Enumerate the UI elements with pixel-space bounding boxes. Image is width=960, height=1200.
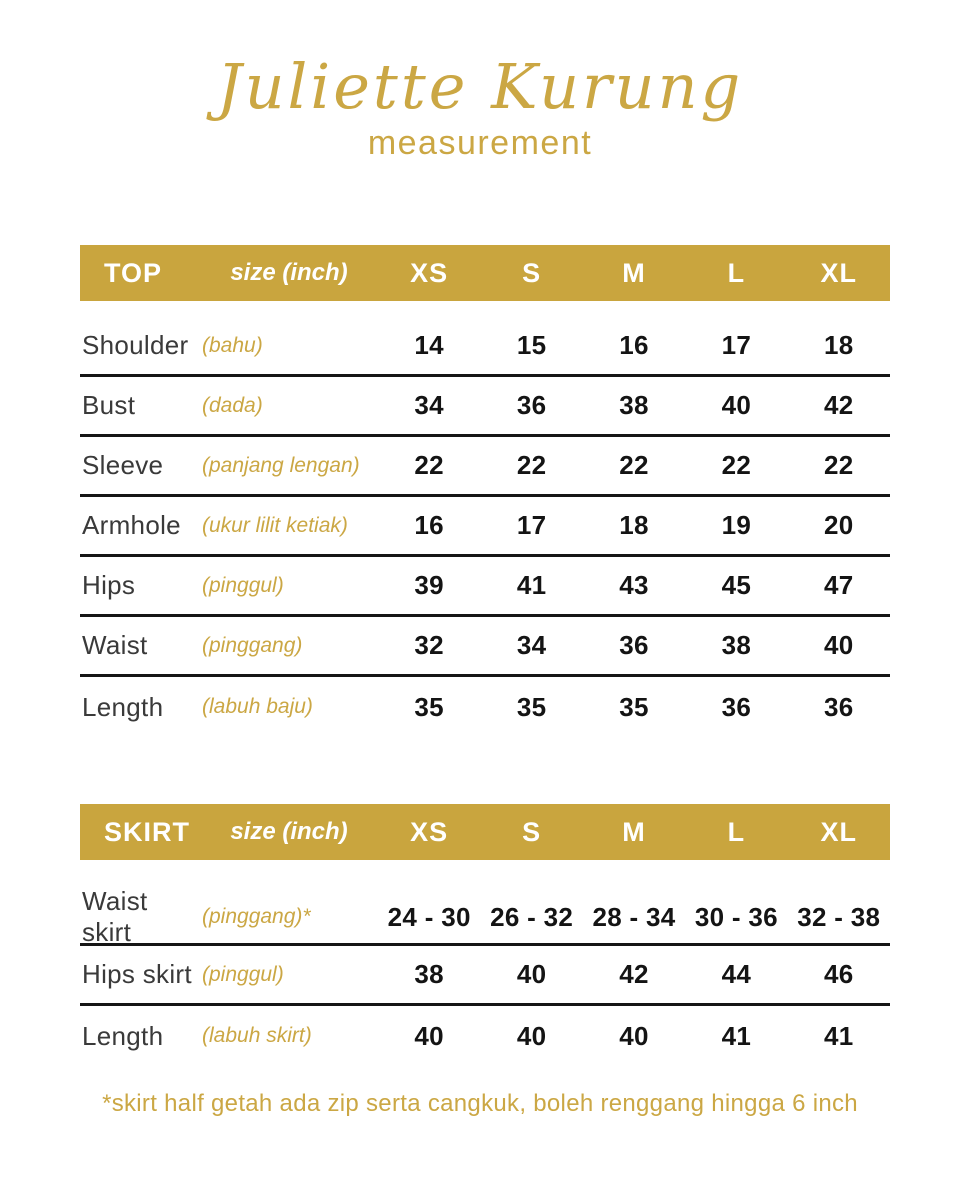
- measurement-label-malay: (pinggang): [202, 633, 303, 657]
- measurement-value: 22: [516, 450, 547, 481]
- measurement-value: 16: [619, 330, 649, 361]
- measurement-value: 35: [516, 691, 547, 722]
- measurement-value: 41: [516, 570, 547, 601]
- skirt-measurement-table: [80, 804, 890, 1066]
- skirt-footnote: *skirt half getah ada zip serta cangkuk, boleh renggang hingga 6 inch: [102, 1090, 858, 1118]
- measurement-value: 18: [619, 510, 649, 541]
- measurement-value: 42: [619, 959, 649, 990]
- measurement-value: 36: [721, 691, 752, 722]
- measurement-value: 24 - 30: [387, 901, 471, 932]
- measurement-value: 36: [824, 691, 854, 722]
- table-row: [80, 301, 890, 377]
- measurement-value: 28 - 34: [592, 901, 676, 932]
- measurement-value: 40: [619, 1020, 649, 1051]
- measurement-label-malay: (ukur lilit ketiak): [202, 513, 348, 537]
- measurement-value: 35: [414, 691, 444, 722]
- size-column-header-m: M: [622, 257, 646, 288]
- measurement-label: Waist skirt: [82, 886, 148, 948]
- skirt-table-title: SKIRT: [104, 816, 190, 847]
- measurement-label-malay: (pinggang)*: [202, 905, 311, 929]
- table-row: [80, 557, 890, 617]
- size-column-header-s: S: [522, 257, 542, 288]
- measurement-value: 26 - 32: [490, 901, 574, 932]
- measurement-value: 22: [824, 450, 854, 481]
- page-subtitle: measurement: [367, 124, 593, 163]
- measurement-value: 20: [824, 510, 854, 541]
- measurement-label: Length: [82, 691, 164, 722]
- measurement-value: 19: [721, 510, 752, 541]
- measurement-value: 44: [721, 959, 752, 990]
- measurement-value: 32: [414, 630, 444, 661]
- measurement-label-malay: (panjang lengan): [202, 453, 360, 477]
- measurement-label: Bust: [82, 390, 136, 421]
- size-unit-label: size (inch): [230, 259, 348, 287]
- measurement-label: Armhole: [82, 510, 181, 541]
- size-column-header-xs: XS: [410, 257, 449, 288]
- measurement-value: 47: [824, 570, 854, 601]
- table-row: [80, 1006, 890, 1066]
- table-row: [80, 677, 890, 737]
- size-column-header-xl: XL: [820, 257, 858, 288]
- measurement-value: 40: [414, 1020, 444, 1051]
- measurement-value: 40: [516, 959, 547, 990]
- size-column-header-xl: XL: [820, 816, 858, 847]
- header-block: [0, 0, 960, 163]
- size-column-header-s: S: [522, 816, 542, 847]
- measurement-label-malay: (labuh baju): [202, 695, 313, 719]
- measurement-label-malay: (dada): [202, 393, 263, 417]
- measurement-value: 46: [824, 959, 854, 990]
- size-column-header-l: L: [727, 257, 746, 288]
- measurement-label: Hips: [82, 570, 136, 601]
- measurement-value: 38: [721, 630, 752, 661]
- measurement-value: 40: [721, 390, 752, 421]
- measurement-value: 41: [824, 1020, 854, 1051]
- measurement-label: Length: [82, 1020, 164, 1051]
- measurement-value: 43: [619, 570, 649, 601]
- measurement-value: 38: [619, 390, 649, 421]
- measurement-value: 22: [414, 450, 444, 481]
- measurement-value: 34: [516, 630, 547, 661]
- measurement-value: 36: [619, 630, 649, 661]
- measurement-value: 14: [414, 330, 444, 361]
- measurement-label: Sleeve: [82, 450, 164, 481]
- measurement-value: 18: [824, 330, 854, 361]
- table-row: [80, 946, 890, 1006]
- table-row: [80, 437, 890, 497]
- measurement-value: 22: [619, 450, 649, 481]
- measurement-label: Waist: [82, 630, 148, 661]
- size-column-header-m: M: [622, 816, 646, 847]
- measurement-label: Shoulder: [82, 330, 189, 361]
- measurement-value: 40: [824, 630, 854, 661]
- size-column-header-l: L: [727, 816, 746, 847]
- measurement-value: 17: [721, 330, 752, 361]
- page-title: Juliette Kurung: [216, 50, 744, 123]
- measurement-value: 16: [414, 510, 444, 541]
- size-column-header-xs: XS: [410, 816, 449, 847]
- measurement-value: 39: [414, 570, 444, 601]
- skirt-header-bar: [80, 804, 890, 860]
- top-header-bar: [80, 245, 890, 301]
- measurement-value: 30 - 36: [694, 901, 778, 932]
- table-row: [80, 860, 890, 946]
- measurement-value: 34: [414, 390, 444, 421]
- measurement-label-malay: (bahu): [202, 333, 263, 357]
- measurement-value: 15: [516, 330, 547, 361]
- size-unit-label: size (inch): [230, 818, 348, 846]
- table-row: [80, 377, 890, 437]
- table-row: [80, 617, 890, 677]
- measurement-label-malay: (labuh skirt): [202, 1024, 312, 1048]
- measurement-label-malay: (pinggul): [202, 573, 284, 597]
- measurement-value: 17: [516, 510, 547, 541]
- measurement-label: Hips skirt: [82, 959, 192, 990]
- measurement-label-malay: (pinggul): [202, 962, 284, 986]
- measurement-value: 36: [516, 390, 547, 421]
- measurement-value: 32 - 38: [797, 901, 881, 932]
- measurement-value: 35: [619, 691, 649, 722]
- measurement-value: 38: [414, 959, 444, 990]
- measurement-value: 45: [721, 570, 752, 601]
- measurement-value: 42: [824, 390, 854, 421]
- top-measurement-table: [80, 245, 890, 737]
- measurement-value: 41: [721, 1020, 752, 1051]
- table-row: [80, 497, 890, 557]
- measurement-value: 22: [721, 450, 752, 481]
- top-table-title: TOP: [104, 257, 163, 288]
- measurement-value: 40: [516, 1020, 547, 1051]
